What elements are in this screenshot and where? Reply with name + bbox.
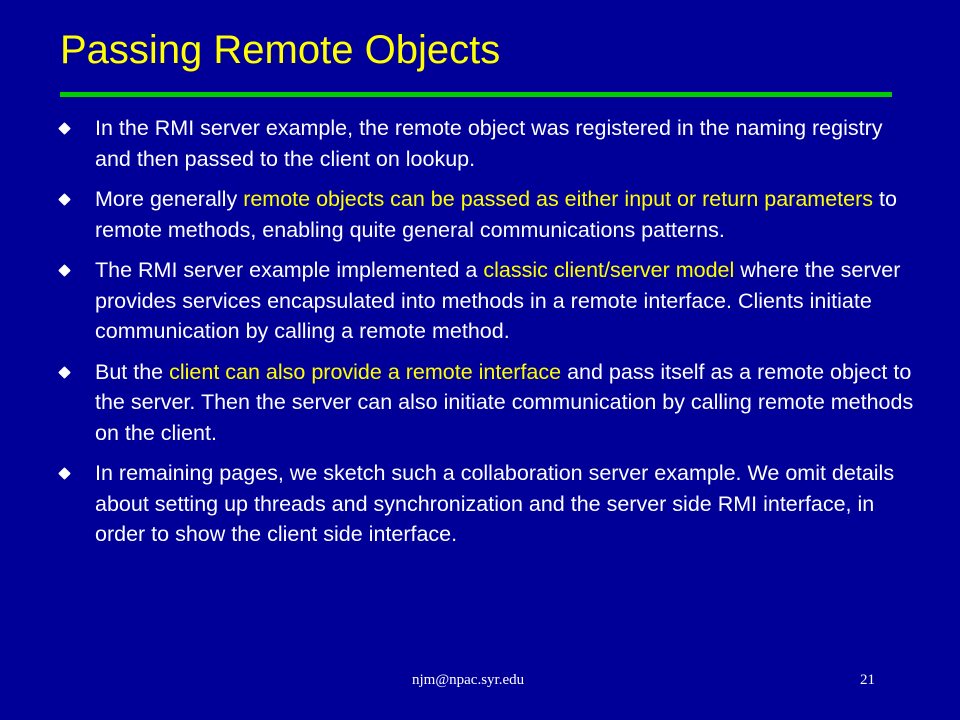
bullet-list	[60, 113, 920, 560]
highlighted-text: classic client/server model	[483, 258, 735, 282]
bullet-text: In remaining pages, we sketch such a collaboration server example. We omit details about setting up threads and synchronization and the server side RMI interface, in order to show the client side interface.	[95, 461, 895, 546]
bullet-item	[60, 357, 920, 449]
bullet-item	[60, 113, 920, 174]
title-underline	[60, 92, 892, 97]
page-number: 21	[860, 672, 875, 688]
diamond-bullet-icon	[58, 366, 71, 379]
diamond-bullet-icon	[58, 264, 71, 277]
bullet-item	[60, 458, 920, 550]
slide-title: Passing Remote Objects	[60, 28, 501, 72]
diamond-bullet-icon	[58, 193, 71, 206]
highlighted-text: client can also provide a remote interface	[169, 359, 562, 384]
bullet-item	[60, 184, 920, 245]
highlighted-text: remote objects can be passed as either input or return parameters	[243, 187, 873, 211]
bullet-text: In the RMI server example, the remote object was registered in the naming registry and then passed to the client on lookup.	[95, 116, 883, 171]
bullet-text: where the server provides services encapsulated into methods in a remote interface. Clients initiate communication by calling a remote method.	[95, 258, 901, 343]
bullet-item	[60, 255, 920, 347]
bullet-text: More generally	[95, 187, 244, 211]
diamond-bullet-icon	[58, 467, 71, 480]
bullet-text: to remote methods, enabling quite general communications patterns.	[95, 187, 897, 242]
footer-email: njm@npac.syr.edu	[412, 672, 525, 688]
bullet-text: and pass itself as a remote object to the server. Then the server can also initiate communication by calling remote methods on the client.	[95, 359, 914, 445]
bullet-text: The RMI server example implemented a	[95, 258, 484, 282]
diamond-bullet-icon	[58, 122, 71, 135]
bullet-text: But the	[95, 359, 170, 384]
